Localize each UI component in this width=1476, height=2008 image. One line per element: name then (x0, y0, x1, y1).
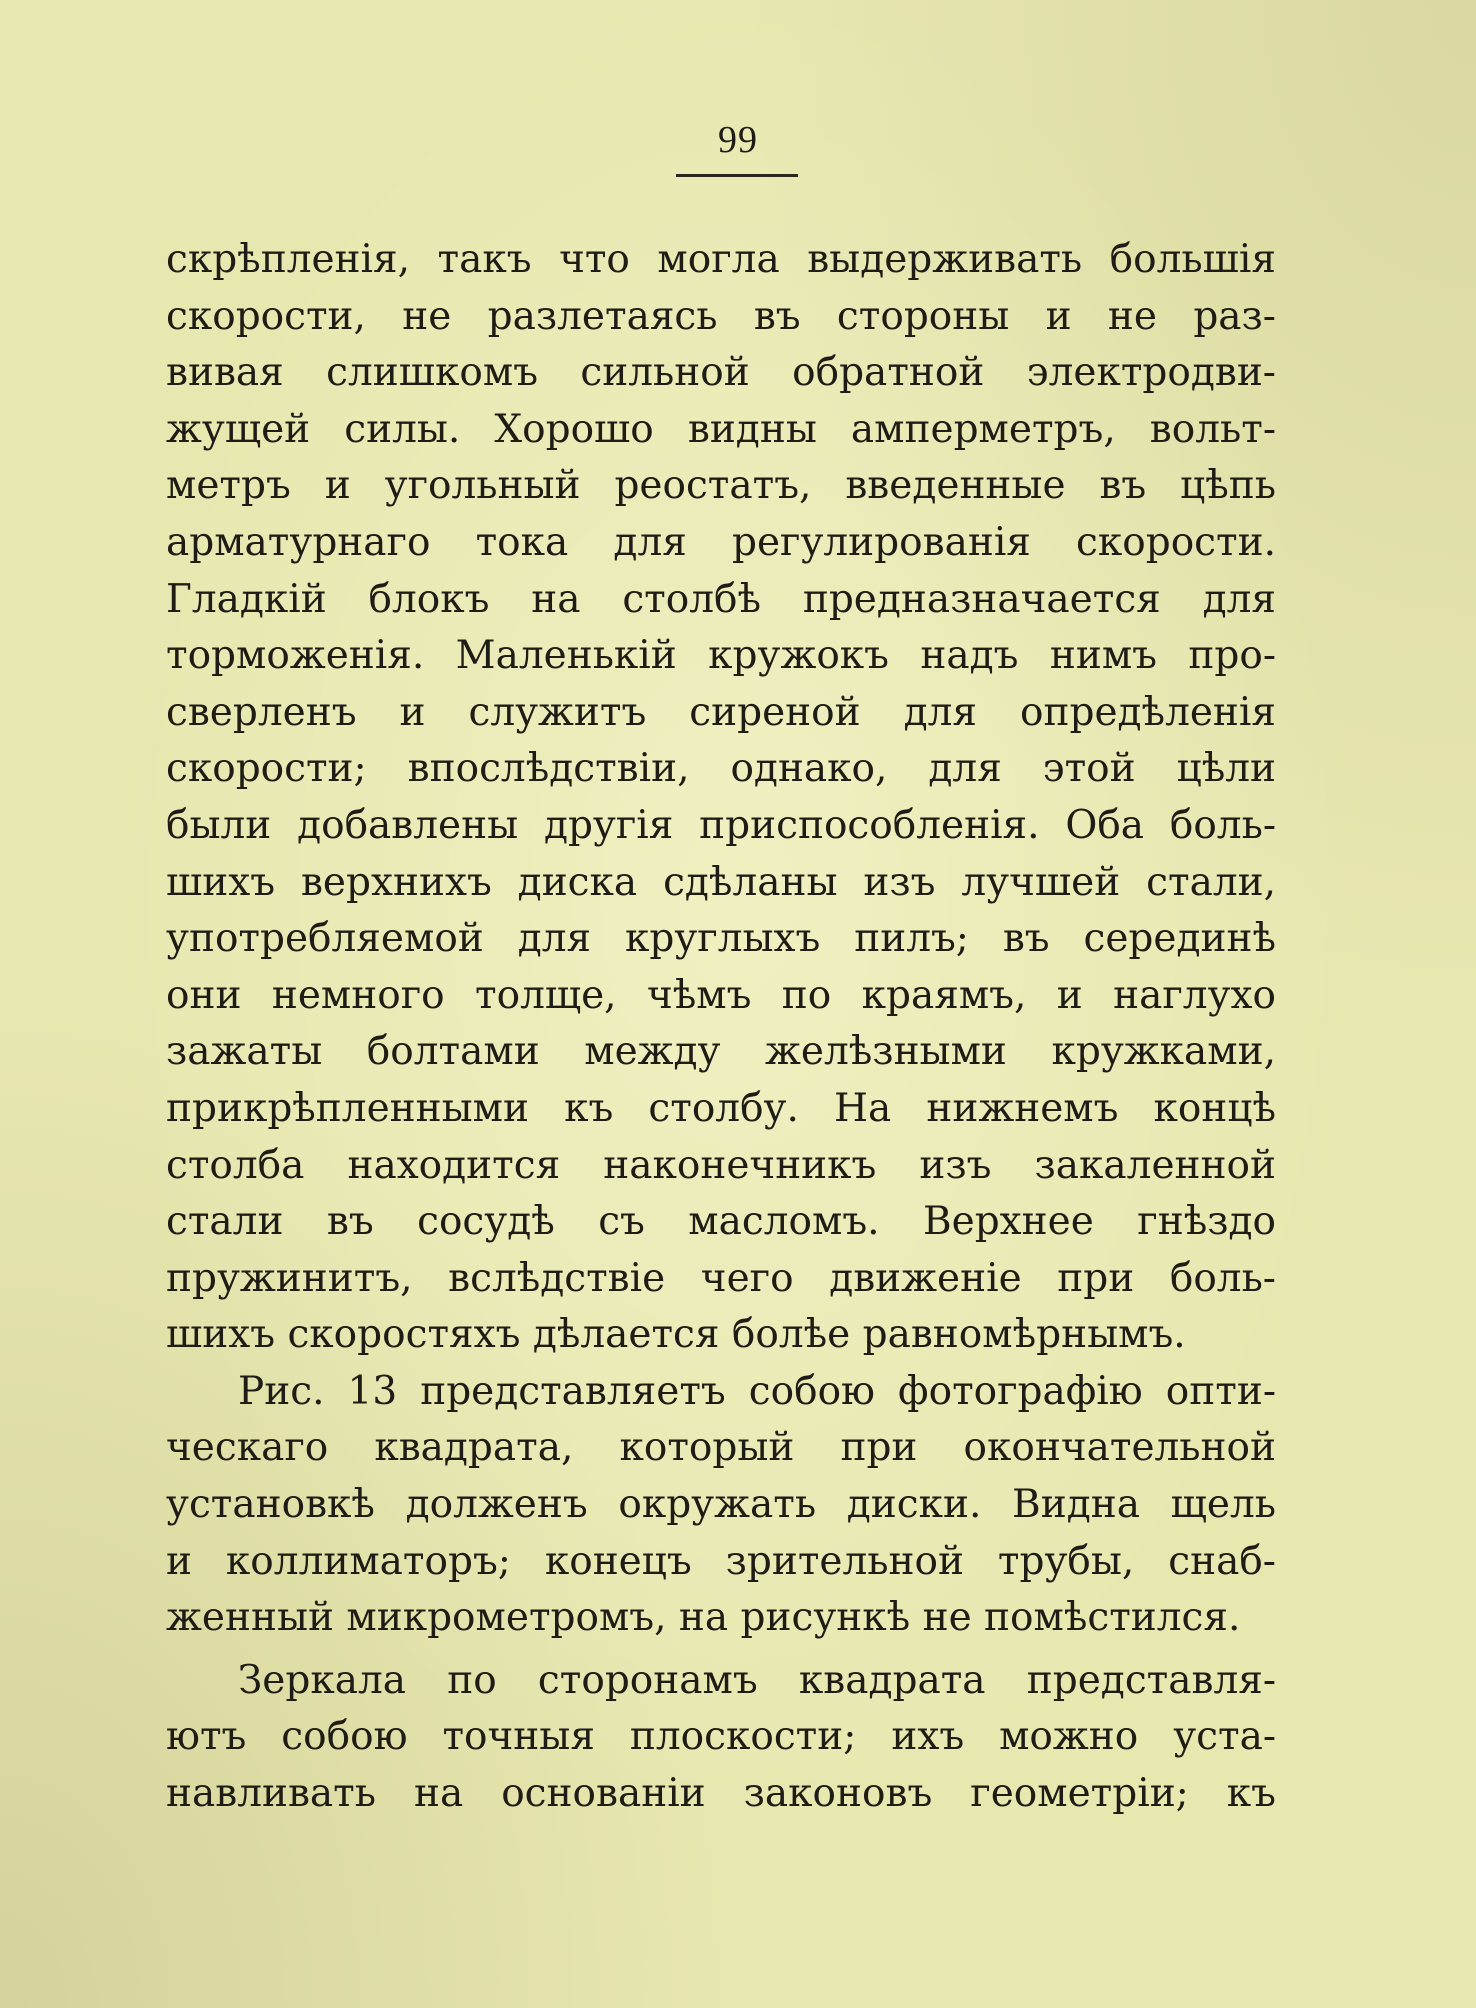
text-line: Зеркала по сторонамъ квадрата представля- (238, 1657, 1276, 1703)
text-line: Гладкій блокъ на столбѣ предназначается для (166, 576, 1276, 622)
text-line: жущей силы. Хорошо видны амперметръ, вольт- (166, 406, 1276, 452)
text-line: пружинитъ, вслѣдствіе чего движеніе при боль- (166, 1255, 1276, 1301)
text-line: скорости, не разлетаясь въ стороны и не раз- (166, 293, 1276, 339)
text-line: стали въ сосудѣ съ масломъ. Верхнее гнѣздо (166, 1199, 1276, 1245)
text-line: были добавлены другія приспособленія. Оба боль- (166, 802, 1276, 848)
page-number-rule (676, 174, 798, 177)
text-line: Рис. 13 представляетъ собою фотографію опти- (238, 1368, 1276, 1414)
paragraph-3 (166, 1653, 1276, 1823)
text-line: шихъ верхнихъ диска сдѣланы изъ лучшей стали, (166, 859, 1276, 905)
text-line: сверленъ и служитъ сиреной для опредѣленія (166, 689, 1276, 735)
text-line: зажаты болтами между желѣзными кружками, (166, 1029, 1276, 1075)
text-line: они немного толще, чѣмъ по краямъ, и наглухо (166, 972, 1276, 1018)
paragraph-1 (166, 232, 1276, 1364)
text-line: арматурнаго тока для регулированія скорости. (166, 519, 1276, 565)
text-line: метръ и угольный реостатъ, введенные въ цѣпь (166, 463, 1276, 509)
text-line: и коллиматоръ; конецъ зрительной трубы, снаб- (166, 1538, 1276, 1584)
paragraph-2 (166, 1364, 1276, 1647)
text-line: скрѣпленія, такъ что могла выдерживать большія (166, 237, 1276, 282)
text-line: ческаго квадрата, который при окончательной (166, 1425, 1276, 1471)
text-line: скорости; впослѣдствіи, однако, для этой цѣли (166, 746, 1276, 792)
text-line: вивая слишкомъ сильной обратной электродви- (166, 350, 1276, 396)
text-line: столба находится наконечникъ изъ закаленной (166, 1142, 1276, 1188)
text-line: ютъ собою точныя плоскости; ихъ можно уста- (166, 1714, 1276, 1760)
text-line: употребляемой для круглыхъ пилъ; въ серединѣ (166, 916, 1276, 962)
text-line: женный микрометромъ, на рисункѣ не помѣстился. (166, 1595, 1241, 1641)
text-line: прикрѣпленными къ столбу. На нижнемъ концѣ (166, 1085, 1276, 1131)
page-number: 99 (718, 119, 758, 161)
text-line: навливать на основаніи законовъ геометріи; къ (166, 1771, 1276, 1817)
text-line: шихъ скоростяхъ дѣлается болѣе равномѣрнымъ. (166, 1312, 1186, 1358)
text-line: установкѣ долженъ окружать диски. Видна щель (166, 1482, 1276, 1528)
text-line: торможенія. Маленькій кружокъ надъ нимъ про- (166, 633, 1276, 679)
body-text (166, 232, 1276, 1823)
